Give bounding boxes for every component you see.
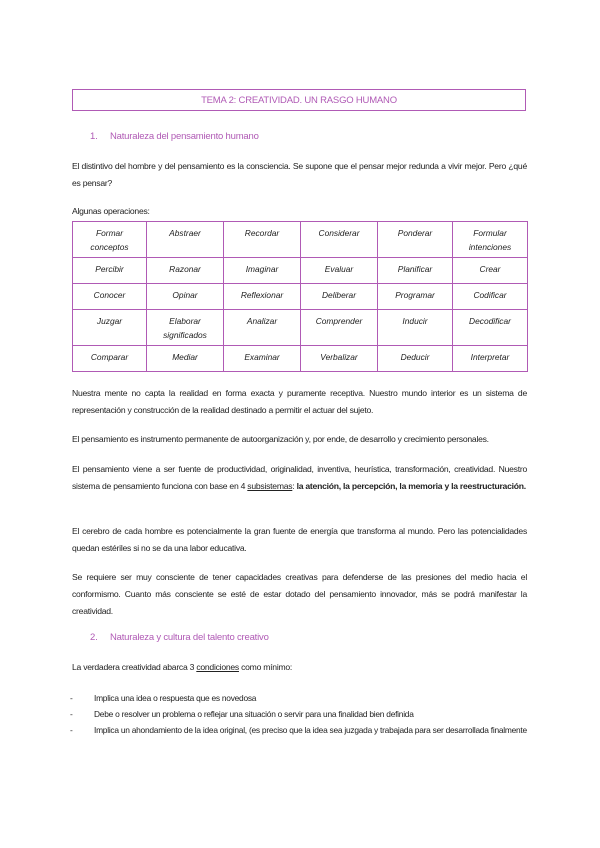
list-dash: - [70, 693, 73, 703]
paragraph-4-text: El pensamiento viene a ser fuente de productividad, originalidad, inventiva, heurística, transformación, creatividad. Nuestro sistema de pensamiento funciona con base en 4 [72, 464, 527, 491]
paragraph-2: Nuestra mente no capta la realidad en forma exacta y puramente receptiva. Nuestro mundo interior es un sistema de representación y construcción de la realidad destinado a permitir el actuar del sujeto. [72, 388, 527, 415]
list-dash: - [70, 725, 73, 735]
condiciones-link: condiciones [196, 662, 239, 672]
table-cell: Formular intenciones [453, 222, 528, 258]
operations-table [72, 221, 528, 372]
table-cell: Opinar [147, 284, 224, 310]
list-item [72, 690, 527, 706]
table-row [73, 346, 528, 372]
list-item-text: Debe o resolver un problema o reflejar una situación o servir para una finalidad bien definida [94, 709, 414, 719]
table-cell: Mediar [147, 346, 224, 372]
table-cell: Analizar [224, 310, 301, 346]
table-row [73, 222, 528, 258]
table-cell: Juzgar [73, 310, 147, 346]
table-cell: Conocer [73, 284, 147, 310]
paragraph-4-bold: la atención, la percepción, la memoria y la reestructuración. [296, 481, 526, 491]
paragraph-4 [72, 461, 527, 495]
table-cell: Recordar [224, 222, 301, 258]
operations-label: Algunas operaciones: [72, 206, 150, 216]
section-1-number: 1. [90, 131, 98, 142]
table-cell: Decodificar [453, 310, 528, 346]
paragraph-7 [72, 659, 527, 676]
table-cell: Reflexionar [224, 284, 301, 310]
table-cell: Inducir [378, 310, 453, 346]
table-row [73, 258, 528, 284]
table-cell: Ponderar [378, 222, 453, 258]
table-cell: Abstraer [147, 222, 224, 258]
section-2-title: Naturaleza y cultura del talento creativo [110, 632, 269, 643]
section-1-title: Naturaleza del pensamiento humano [110, 131, 259, 142]
table-cell: Evaluar [301, 258, 378, 284]
list-dash: - [70, 709, 73, 719]
table-cell: Crear [453, 258, 528, 284]
paragraph-4-sep: : [292, 481, 297, 491]
table-cell: Codificar [453, 284, 528, 310]
paragraph-3: El pensamiento es instrumento permanente de autoorganización y, por ende, de desarrollo y crecimiento personales. [72, 434, 489, 444]
paragraph-6: Se requiere ser muy consciente de tener capacidades creativas para defenderse de las presiones del medio hacia el conformismo. Cuanto más consciente se esté de estar dotado del pensamiento innovador, más se podrá manifestar la creatividad. [72, 572, 527, 616]
table-cell: Razonar [147, 258, 224, 284]
table-cell: Considerar [301, 222, 378, 258]
title-box [72, 89, 526, 111]
section-2-number: 2. [90, 632, 98, 643]
table-cell: Percibir [73, 258, 147, 284]
paragraph-5: El cerebro de cada hombre es potencialmente la gran fuente de energía que transforma al mundo. Pero las potencialidades quedan estériles si no se da una labor educativa. [72, 526, 527, 553]
table-cell: Planificar [378, 258, 453, 284]
table-cell: Deducir [378, 346, 453, 372]
page-title: TEMA 2: CREATIVIDAD. UN RASGO HUMANO [201, 94, 397, 106]
list-item [72, 706, 527, 722]
list-item-text: Implica un ahondamiento de la idea original, (es preciso que la idea sea juzgada y trabajada para ser desarrollada finalmente [94, 725, 527, 735]
paragraph-7-end: como mínimo: [238, 662, 293, 672]
paragraph-1: El distintivo del hombre y del pensamiento es la consciencia. Se supone que el pensar mejor redunda a vivir mejor. Pero ¿qué es pensar? [72, 161, 527, 188]
paragraph-7-text: La verdadera creatividad abarca 3 [72, 662, 197, 672]
table-cell: Deliberar [301, 284, 378, 310]
table-cell: Examinar [224, 346, 301, 372]
table-cell: Programar [378, 284, 453, 310]
section-2-heading [90, 632, 269, 643]
table-row [73, 284, 528, 310]
table-row [73, 310, 528, 346]
table-cell: Interpretar [453, 346, 528, 372]
table-cell: Elaborar significados [147, 310, 224, 346]
conditions-list [72, 690, 527, 738]
table-cell: Formar conceptos [73, 222, 147, 258]
table-cell: Comparar [73, 346, 147, 372]
subsistemas-link: subsistemas [247, 481, 293, 491]
table-cell: Imaginar [224, 258, 301, 284]
list-item-text: Implica una idea o respuesta que es novedosa [94, 693, 257, 703]
section-1-heading [90, 131, 259, 142]
table-cell: Comprender [301, 310, 378, 346]
list-item [72, 722, 527, 738]
table-cell: Verbalizar [301, 346, 378, 372]
